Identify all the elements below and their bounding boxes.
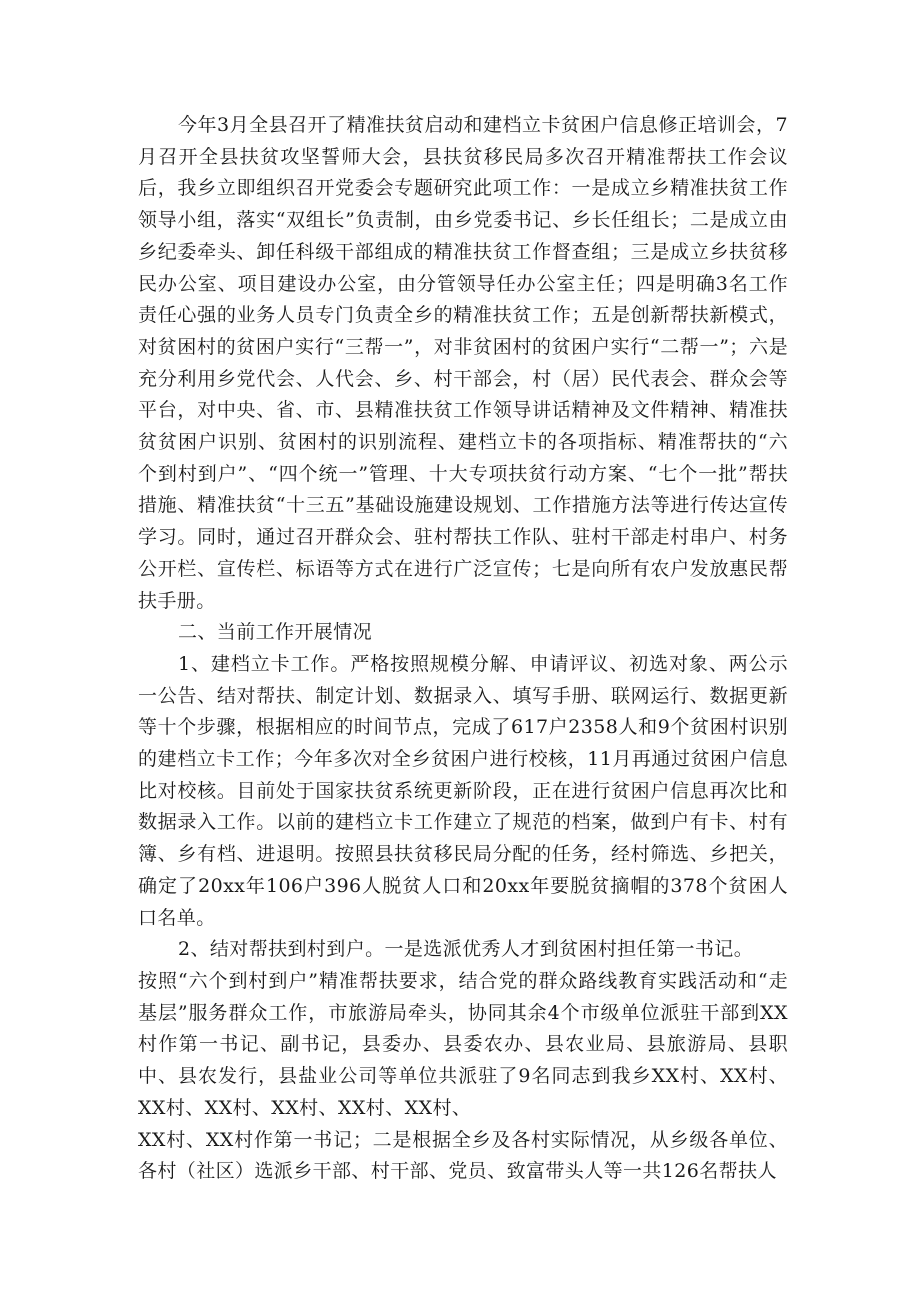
paragraph-archive-work: 1、建档立卡工作。严格按照规模分解、申请评议、初选对象、两公示一公告、结对帮扶、制定计划、数据录入、填写手册、联网运行、数据更新等十个步骤，根据相应的时间节点，完成了617户2358人和9个贫困村识别的建档立卡工作；今年多次对全乡贫困户进行校核，11月再通过贫困户信息比对校核。目前处于国家扶贫系统更新阶段，正在进行贫困户信息再次比和数据录入工作。以前的建档立卡工作建立了规范的档案，做到户有卡、村有簿、乡有档、进退明。按照县扶贫移民局分配的任务，经村筛选、乡把关，确定了20xx年106户396人脱贫人口和20xx年要脱贫摘帽的378个贫困人口名单。 [138,652,788,929]
section-heading: 二、当前工作开展情况 [178,621,373,644]
paragraph-pairing-cont: XX村、XX村作第一书记；二是根据全乡及各村实际情况，从乡级各单位、各村（社区）选派乡干部、村干部、党员、致富带头人等一共126名帮扶人 [138,1128,788,1183]
paragraph-pairing-lead: 2、结对帮扶到村到户。一是选派优秀人才到贫困村担任第一书记。 [178,938,754,961]
paragraph-pairing-body: 按照“六个到村到户”精准帮扶要求，结合党的群众路线教育实践活动和“走基层”服务群众工作，市旅游局牵头，协同其余4个市级单位派驻干部到XX村作第一书记、副书记，县委办、县委农办、县农业局、县旅游局、县职中、县农发行，县盐业公司等单位共派驻了9名同志到我乡XX村、XX村、XX村、XX村、XX村、XX村、XX村、 [138,969,788,1119]
document-body [138,110,788,1188]
paragraph-intro: 今年3月全县召开了精准扶贫启动和建档立卡贫困户信息修正培训会，7月召开全县扶贫攻坚誓师大会，县扶贫移民局多次召开精准帮扶工作会议后，我乡立即组织召开党委会专题研究此项工作：一是成立乡精准扶贫工作领导小组，落实“双组长”负责制，由乡党委书记、乡长任组长；二是成立由乡纪委牵头、卸任科级干部组成的精准扶贫工作督查组；三是成立乡扶贫移民办公室、项目建设办公室，由分管领导任办公室主任；四是明确3名工作责任心强的业务人员专门负责全乡的精准扶贫工作；五是创新帮扶新模式，对贫困村的贫困户实行“三帮一”，对非贫困村的贫困户实行“二帮一”；六是充分利用乡党代会、人代会、乡、村干部会，村（居）民代表会、群众会等平台，对中央、省、市、县精准扶贫工作领导讲话精神及文件精神、精准扶贫贫困户识别、贫困村的识别流程、建档立卡的各项指标、精准帮扶的“六个到村到户”、“四个统一”管理、十大专项扶贫行动方案、“七个一批”帮扶措施、精准扶贫“十三五”基础设施建设规划、工作措施方法等进行传达宣传学习。同时，通过召开群众会、驻村帮扶工作队、驻村干部走村串户、村务公开栏、宣传栏、标语等方式在进行广泛宣传；七是向所有农户发放惠民帮扶手册。 [138,114,788,612]
